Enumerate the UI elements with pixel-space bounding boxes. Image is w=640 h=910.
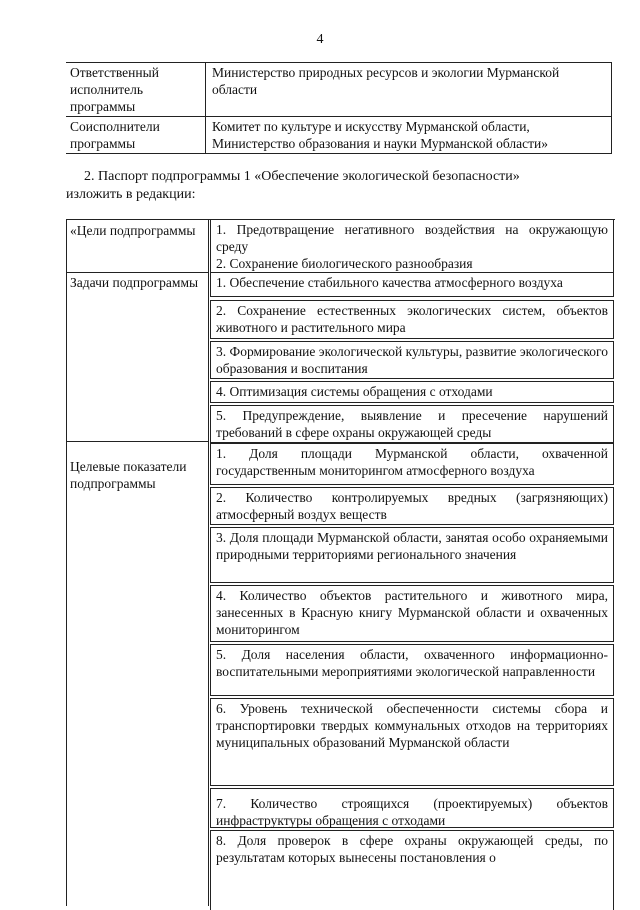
indicator-cell: 6. Уровень технической обеспеченности системы сбора и транспортировки твердых коммунальных отходов на территориях муниципальных образований Мурманской области bbox=[210, 698, 614, 786]
indicator-cell: 7. Количество строящихся (проектируемых) объектов инфраструктуры обращения с отходами bbox=[210, 788, 614, 828]
page-number: 4 bbox=[316, 32, 324, 47]
row-label: Ответственный исполнитель программы bbox=[70, 65, 159, 114]
section-divider bbox=[67, 441, 208, 442]
indicator-cell: 2. Количество контролируемых вредных (загрязняющих) атмосферный воздух веществ bbox=[210, 487, 614, 525]
amendment-paragraph bbox=[66, 168, 614, 204]
indicator-cell: 4. Количество объектов растительного и животного мира, занесенных в Красную книгу Мурманской области и охваченных мониторингом bbox=[210, 585, 614, 642]
indicator-cell: 1. Доля площади Мурманской области, охваченной государственным мониторингом атмосферного воздуха bbox=[210, 443, 614, 485]
task-cell: 2. Сохранение естественных экологических систем, объектов животного и растительного мира bbox=[210, 300, 614, 339]
goal-cell bbox=[210, 220, 614, 272]
task-cell: 5. Предупреждение, выявление и пресечение нарушений требований в сфере охраны окружающей среды bbox=[210, 405, 614, 443]
subprogram-passport-table bbox=[66, 219, 615, 906]
task-cell: 3. Формирование экологической культуры, развитие экологического образования и воспитания bbox=[210, 341, 614, 379]
goal-item: 1. Предотвращение негативного воздействия на окружающую среду bbox=[216, 222, 608, 254]
row-value: Комитет по культуре и искусству Мурманской области, Министерство образования и науки Мурманской области» bbox=[205, 117, 612, 153]
table-row bbox=[66, 62, 612, 117]
indicator-cell: 8. Доля проверок в сфере охраны окружающей среды, по результатам которых вынесены постановления о bbox=[210, 830, 614, 910]
goals-label: «Цели подпрограммы bbox=[70, 223, 196, 238]
indicator-cell: 5. Доля населения области, охваченного информационно-воспитательными мероприятиями экологической направленности bbox=[210, 644, 614, 696]
paragraph-line: 2. Паспорт подпрограммы 1 «Обеспечение экологической безопасности» bbox=[84, 169, 520, 184]
column-divider bbox=[208, 220, 209, 906]
goal-item: 2. Сохранение биологического разнообразия bbox=[216, 256, 473, 271]
row-value: Министерство природных ресурсов и экологии Мурманской области bbox=[205, 63, 612, 116]
row-label: Соисполнители программы bbox=[70, 119, 160, 151]
paragraph-line: изложить в редакции: bbox=[66, 187, 196, 202]
table-row bbox=[66, 117, 612, 154]
task-cell: 1. Обеспечение стабильного качества атмосферного воздуха bbox=[210, 272, 614, 297]
tasks-label: Задачи подпрограммы bbox=[70, 275, 199, 290]
responsible-table bbox=[66, 62, 612, 154]
indicator-cell: 3. Доля площади Мурманской области, занятая особо охраняемыми природными территориями регионального значения bbox=[210, 527, 614, 583]
section-divider bbox=[67, 272, 208, 273]
task-cell: 4. Оптимизация системы обращения с отходами bbox=[210, 381, 614, 403]
indicators-label: Целевые показатели подпрограммы bbox=[70, 459, 187, 491]
